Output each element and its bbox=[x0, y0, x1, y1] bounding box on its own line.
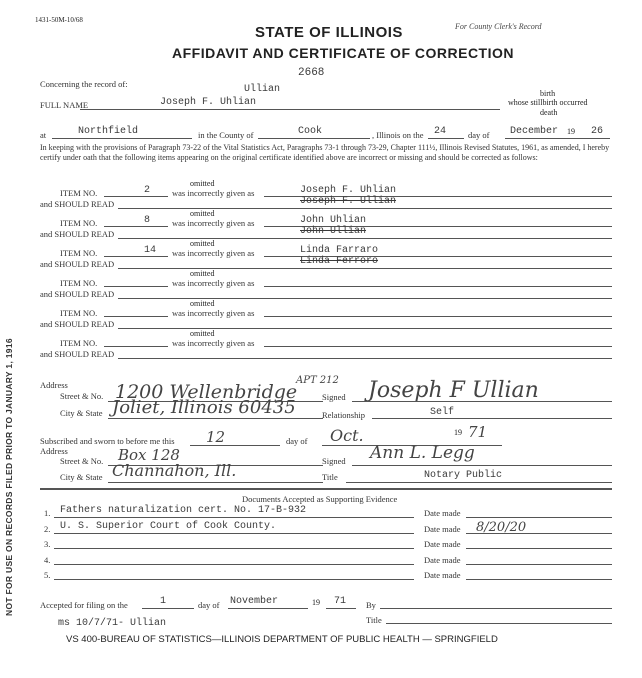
item-no-label: ITEM NO. bbox=[60, 278, 98, 288]
relationship-value: Self bbox=[430, 407, 455, 418]
notary-street-label: Street & No. bbox=[60, 456, 104, 466]
death-label: death bbox=[540, 108, 558, 117]
omitted-label: omitted bbox=[190, 179, 215, 188]
name-correction: Ullian bbox=[244, 84, 281, 95]
evidence-heading: Documents Accepted as Supporting Evidence bbox=[242, 494, 398, 504]
affiant-city-label: City & State bbox=[60, 408, 103, 418]
should-read-label: and SHOULD READ bbox=[40, 319, 115, 329]
notary-signed-label: Signed bbox=[322, 456, 346, 466]
item-no-label: ITEM NO. bbox=[60, 308, 98, 318]
given-value: Linda Farraro bbox=[300, 245, 379, 256]
evidence-text: Fathers naturalization cert. No. 17-B-932 bbox=[60, 505, 307, 516]
filing-year: 71 bbox=[334, 596, 347, 607]
notary-city: Channahon, Ill. bbox=[112, 461, 237, 480]
should-read-label: and SHOULD READ bbox=[40, 289, 115, 299]
side-notice: NOT FOR USE ON RECORDS FILED PRIOR TO JANUARY 1, 1916 bbox=[4, 338, 14, 616]
full-name-value: Joseph F. Uhlian bbox=[160, 97, 257, 108]
should-read-label: and SHOULD READ bbox=[40, 349, 115, 359]
should-read-label: and SHOULD READ bbox=[40, 229, 115, 239]
affiant-street: 1200 Wellenbridge bbox=[115, 381, 298, 403]
affiant-signed-label: Signed bbox=[322, 392, 346, 402]
at-label: at bbox=[40, 130, 47, 140]
date-made-label: Date made bbox=[424, 570, 461, 580]
omitted-label: omitted bbox=[190, 269, 215, 278]
intro-paragraph: In keeping with the provisions of Paragraph 73-22 of the Vital Statistics Act, Paragraphs 73-1 through 73-29, Chapter 111½, Illinois Revised Statutes, 1961, as amended, I hereby certify under oath that the following items appearing on the original certificate identified above are incorrect or missing and should be corrected as follows: bbox=[40, 143, 610, 162]
affiant-signature: Joseph F Ullian bbox=[368, 378, 539, 403]
filing-century: 19 bbox=[312, 598, 320, 607]
notary-signature: Ann L. Legg bbox=[370, 443, 475, 463]
sworn-century: 19 bbox=[454, 428, 462, 437]
affiant-city: Joliet, Illinois 60435 bbox=[112, 397, 296, 418]
day-of-label: day of bbox=[468, 130, 490, 140]
affiant-apt: APT 212 bbox=[296, 375, 339, 386]
birth-year: 26 bbox=[591, 126, 604, 137]
footer-text: VS 400-BUREAU OF STATISTICS—ILLINOIS DEPARTMENT OF PUBLIC HEALTH — SPRINGFIELD bbox=[66, 634, 498, 645]
concerning-label: Concerning the record of: bbox=[40, 79, 128, 89]
item-no-label: ITEM NO. bbox=[60, 218, 98, 228]
incorrectly-label: was incorrectly given as bbox=[172, 308, 255, 318]
sworn-day-of-label: day of bbox=[286, 436, 308, 446]
incorrectly-label: was incorrectly given as bbox=[172, 278, 255, 288]
notary-city-label: City & State bbox=[60, 472, 103, 482]
should-read-value: Linda Ferroro bbox=[300, 256, 379, 267]
incorrectly-label: was incorrectly given as bbox=[172, 248, 255, 258]
omitted-label: omitted bbox=[190, 299, 215, 308]
sworn-day: 12 bbox=[206, 428, 226, 446]
should-read-value: John Ullian bbox=[300, 226, 367, 237]
filing-note: ms 10/7/71- Ullian bbox=[58, 618, 167, 629]
birth-label: birth bbox=[540, 89, 556, 98]
state-title: STATE OF ILLINOIS bbox=[255, 24, 403, 41]
date-made-label: Date made bbox=[424, 539, 461, 549]
filing-title-label: Title bbox=[366, 615, 382, 625]
item-number: 2 bbox=[144, 185, 151, 196]
date-made-label: Date made bbox=[424, 524, 461, 534]
evidence-number: 2. bbox=[44, 524, 51, 534]
place-value: Northfield bbox=[78, 126, 139, 137]
should-read-value: Joseph F. Ullian bbox=[300, 196, 397, 207]
affiant-street-label: Street & No. bbox=[60, 391, 104, 401]
filing-month: November bbox=[230, 596, 279, 607]
omitted-label: omitted bbox=[190, 329, 215, 338]
omitted-label: omitted bbox=[190, 239, 215, 248]
record-number: 2668 bbox=[298, 67, 325, 79]
form-code: 1431-50M-10/68 bbox=[35, 16, 83, 24]
date-made-label: Date made bbox=[424, 508, 461, 518]
incorrectly-label: was incorrectly given as bbox=[172, 188, 255, 198]
sworn-month: Oct. bbox=[330, 426, 364, 445]
form-title: AFFIDAVIT AND CERTIFICATE OF CORRECTION bbox=[172, 45, 514, 61]
notary-address-label: Address bbox=[40, 446, 68, 456]
illinois-on-label: , Illinois on the bbox=[372, 130, 424, 140]
filing-day: 1 bbox=[160, 596, 167, 607]
filing-day-of-label: day of bbox=[198, 600, 220, 610]
item-number: 14 bbox=[144, 245, 157, 256]
affiant-address-label: Address bbox=[40, 380, 68, 390]
stillbirth-label: whose stillbirth occurred bbox=[508, 98, 588, 107]
item-no-label: ITEM NO. bbox=[60, 188, 98, 198]
notary-title-label: Title bbox=[322, 472, 338, 482]
filing-label: Accepted for filing on the bbox=[40, 600, 128, 610]
item-no-label: ITEM NO. bbox=[60, 248, 98, 258]
should-read-label: and SHOULD READ bbox=[40, 259, 115, 269]
item-no-label: ITEM NO. bbox=[60, 338, 98, 348]
relationship-label: Relationship bbox=[322, 410, 365, 420]
given-value: Joseph F. Uhlian bbox=[300, 185, 397, 196]
county-value: Cook bbox=[298, 126, 323, 137]
county-clerk-note: For County Clerk's Record bbox=[455, 22, 542, 31]
incorrectly-label: was incorrectly given as bbox=[172, 338, 255, 348]
evidence-text: U. S. Superior Court of Cook County. bbox=[60, 521, 277, 532]
omitted-label: omitted bbox=[190, 209, 215, 218]
birth-century: 19 bbox=[567, 127, 575, 136]
incorrectly-label: was incorrectly given as bbox=[172, 218, 255, 228]
item-number: 8 bbox=[144, 215, 151, 226]
birth-month: December bbox=[510, 126, 559, 137]
sworn-year: 71 bbox=[468, 423, 488, 441]
evidence-date: 8/20/20 bbox=[476, 520, 527, 535]
sworn-label: Subscribed and sworn to before me this bbox=[40, 436, 175, 446]
should-read-label: and SHOULD READ bbox=[40, 199, 115, 209]
notary-street: Box 128 bbox=[118, 446, 180, 464]
date-made-label: Date made bbox=[424, 555, 461, 565]
filing-by-label: By bbox=[366, 600, 376, 610]
evidence-number: 5. bbox=[44, 570, 51, 580]
full-name-label: FULL NAME bbox=[40, 100, 89, 110]
given-value: John Uhlian bbox=[300, 215, 367, 226]
evidence-number: 1. bbox=[44, 508, 51, 518]
evidence-number: 4. bbox=[44, 555, 51, 565]
birth-day: 24 bbox=[434, 126, 447, 137]
county-label: in the County of bbox=[198, 130, 254, 140]
notary-title-value: Notary Public bbox=[424, 470, 503, 481]
evidence-number: 3. bbox=[44, 539, 51, 549]
